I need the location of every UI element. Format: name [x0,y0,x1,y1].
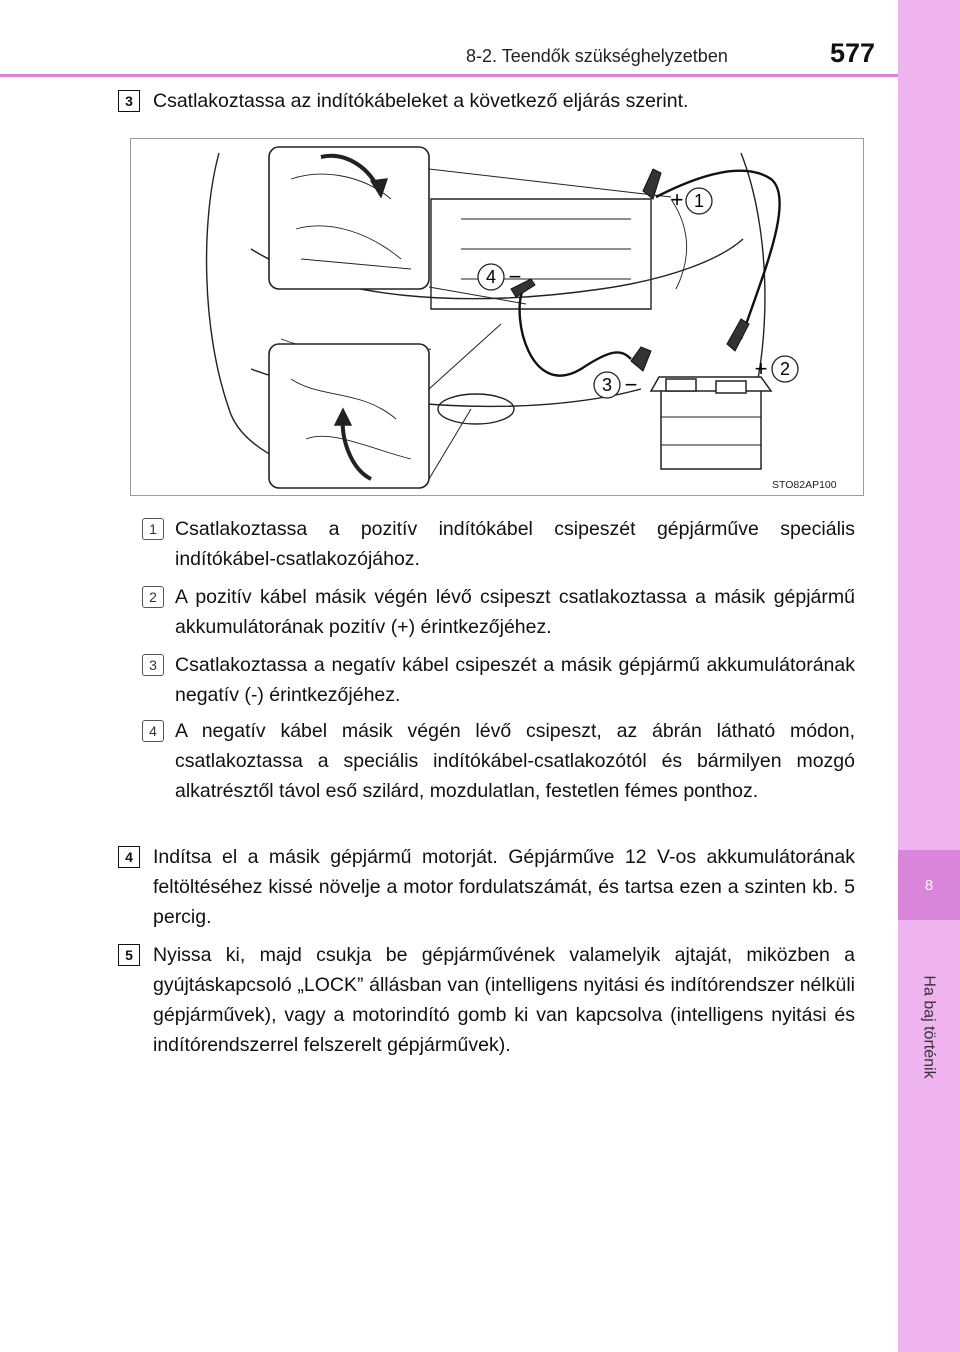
substep-4-text: A negatív kábel másik végén lévő csipeszt, az ábrán látható módon, csatlakoztassa a speciális indítókábel-csatlakozótól és bármilyen mozgó alkatrésztől távol eső szilárd, mozdulatlan, festetlen fémes ponthoz. [175,720,855,802]
substep-1-text: Csatlakoztassa a pozitív indítókábel csipeszét gépjárműve speciális indítókábel-csatlakozójához. [175,518,855,570]
callout-2: 2 [779,359,791,379]
step-3-text: Csatlakoztassa az indítókábeleket a következő eljárás szerint. [153,90,689,112]
chapter-title: Ha baj történik [921,975,939,1079]
substep-2-badge: 2 [142,586,164,608]
step-5-badge: 5 [118,944,140,966]
chapter-side-strip [898,0,960,1352]
section-title: 8-2. Teendők szükséghelyzetben [466,46,728,66]
plus-sign-2: + [754,356,768,381]
callout-3: 3 [601,375,613,395]
chapter-title-vertical [898,942,960,1112]
chapter-number: 8 [924,876,934,894]
chapter-number-tab[interactable] [898,850,960,920]
callout-4: 4 [485,267,497,287]
step-3-badge: 3 [118,90,140,112]
callout-1: 1 [693,191,705,211]
plus-sign-1: + [670,187,684,212]
substep-1-badge: 1 [142,518,164,540]
substep-3-text: Csatlakoztassa a negatív kábel csipeszét a másik gépjármű akkumulátorának negatív (-) érintkezőjéhez. [175,654,855,706]
substep-4-badge: 4 [142,720,164,742]
page-number: 577 [830,38,876,68]
substep-2-text: A pozitív kábel másik végén lévő csipeszt csatlakoztassa a másik gépjármű akkumulátorának pozitív (+) érintkezőjéhez. [175,586,855,638]
substep-3-badge: 3 [142,654,164,676]
minus-sign-3: − [624,372,638,397]
figure-code: STO82AP100 [772,479,837,491]
step-4-badge: 4 [118,846,140,868]
header-rule [0,74,898,77]
step-4-text: Indítsa el a másik gépjármű motorját. Gépjárműve 12 V-os akkumulátorának feltöltéséhez kissé növelje a motor fordulatszámát, és tartsa ezen a szinten kb. 5 percig. [153,846,855,928]
step-5-text: Nyissa ki, majd csukja be gépjárművének valamelyik ajtaját, miközben a gyújtáskapcsoló „LOCK” állásban van (intelligens nyitási és indítórendszer nélküli gépjárművek), vagy a motorindító gomb ki van kapcsolva (intelligens nyitási és indítórendszerrel felszerelt gépjárművek). [153,944,855,1056]
figure-illustration [131,139,864,496]
minus-sign-4: − [508,264,522,289]
jumper-cable-figure [130,138,864,496]
